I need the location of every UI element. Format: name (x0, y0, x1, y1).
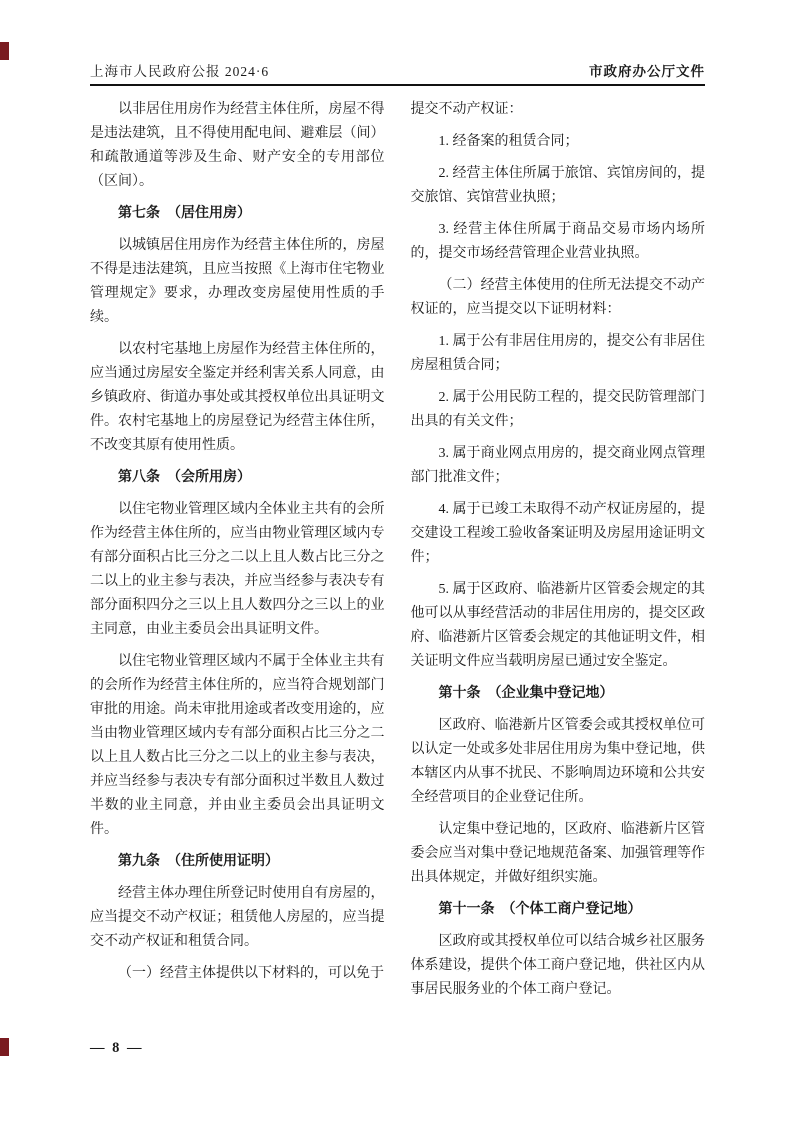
paragraph: （一）经营主体提供以下材料的，可以免于 (118, 966, 384, 981)
paragraph: 以住宅物业管理区域内不属于全体业主共有的会所作为经营主体住所的，应当符合规划部门审批的用途。尚未审批用途或者改变用途的，应当由物业管理区域内专有部分面积占比三分之二以上且人数占比三分之二以上的业主参与表决，并应当经参与表决专有部分面积过半数且人数过半数的业主同意，并由业主委员会出具证明文件。 (90, 654, 385, 837)
paragraph: 以非居住用房作为经营主体住所，房屋不得是违法建筑，且不得使用配电间、避难层（间）和疏散通道等涉及生命、财产安全的专用部位（区间）。 (90, 102, 385, 189)
paragraph: 以住宅物业管理区域内全体业主共有的会所作为经营主体住所的，应当由物业管理区域内专有部分面积占比三分之二以上且人数占比三分之二以上的业主参与表决，并应当经参与表决专有部分面积四分之三以上且人数四分之三以上的业主同意，由业主委员会出具证明文件。 (90, 502, 385, 637)
print-mark-bottom (0, 1038, 9, 1056)
paragraph: 3. 经营主体住所属于商品交易市场内场所的，提交市场经营管理企业营业执照。 (410, 222, 705, 261)
paragraph: 1. 属于公有非居住用房的，提交公有非居住房屋租赁合同； (410, 334, 705, 373)
paragraph: 区政府或其授权单位可以结合城乡社区服务体系建设，提供个体工商户登记地，供社区内从事居民服务业的个体工商户登记。 (410, 934, 705, 997)
paragraph: 1. 经备案的租赁合同； (438, 134, 579, 149)
paragraph: 以城镇居住用房作为经营主体住所的，房屋不得是违法建筑，且应当按照《上海市住宅物业管理规定》要求，办理改变房屋使用性质的手续。 (90, 238, 385, 325)
page-number: — 8 — (90, 1040, 144, 1056)
article-heading: 第八条 （会所用房） (118, 470, 251, 485)
paragraph: 4. 属于已竣工未取得不动产权证房屋的，提交建设工程竣工验收备案证明及房屋用途证明文件； (410, 502, 705, 565)
paragraph: 5. 属于区政府、临港新片区管委会规定的其他可以从事经营活动的非居住用房的，提交区政府、临港新片区管委会规定的其他证明文件，相关证明文件应当载明房屋已通过安全鉴定。 (410, 582, 705, 669)
page-header (90, 60, 705, 80)
paragraph: 认定集中登记地的，区政府、临港新片区管委会应当对集中登记地规范备案、加强管理等作出具体规定，并做好组织实施。 (410, 822, 705, 885)
document-body (90, 98, 705, 1010)
left-column (90, 98, 385, 1010)
paragraph: （二）经营主体使用的住所无法提交不动产权证的，应当提交以下证明材料： (410, 278, 705, 317)
article-heading: 第十一条 （个体工商户登记地） (438, 902, 642, 917)
article-heading: 第七条 （居住用房） (118, 206, 251, 221)
paragraph: 2. 经营主体住所属于旅馆、宾馆房间的，提交旅馆、宾馆营业执照； (410, 166, 705, 205)
header-section-title: 市政府办公厅文件 (589, 64, 705, 79)
article-heading: 第十条 （企业集中登记地） (438, 686, 614, 701)
print-mark-top (0, 42, 9, 60)
paragraph: 3. 属于商业网点用房的，提交商业网点管理部门批准文件； (410, 446, 705, 485)
paragraph: 以农村宅基地上房屋作为经营主体住所的，应当通过房屋安全鉴定并经利害关系人同意，由乡镇政府、街道办事处或其授权单位出具证明文件。农村宅基地上的房屋登记为经营主体住所，不改变其原有使用性质。 (90, 342, 385, 453)
paragraph: 提交不动产权证： (410, 102, 523, 117)
header-gazette-title: 上海市人民政府公报 2024·6 (90, 64, 270, 79)
header-rule (90, 84, 705, 86)
paragraph: 经营主体办理住所登记时使用自有房屋的，应当提交不动产权证；租赁他人房屋的，应当提交不动产权证和租赁合同。 (90, 886, 385, 949)
paragraph: 区政府、临港新片区管委会或其授权单位可以认定一处或多处非居住用房为集中登记地，供本辖区内从事不扰民、不影响周边环境和公共安全经营项目的企业登记住所。 (410, 718, 705, 805)
right-column (411, 98, 706, 1010)
page-footer (90, 1040, 144, 1057)
article-heading: 第九条 （住所使用证明） (118, 854, 279, 869)
paragraph: 2. 属于公用民防工程的，提交民防管理部门出具的有关文件； (410, 390, 705, 429)
